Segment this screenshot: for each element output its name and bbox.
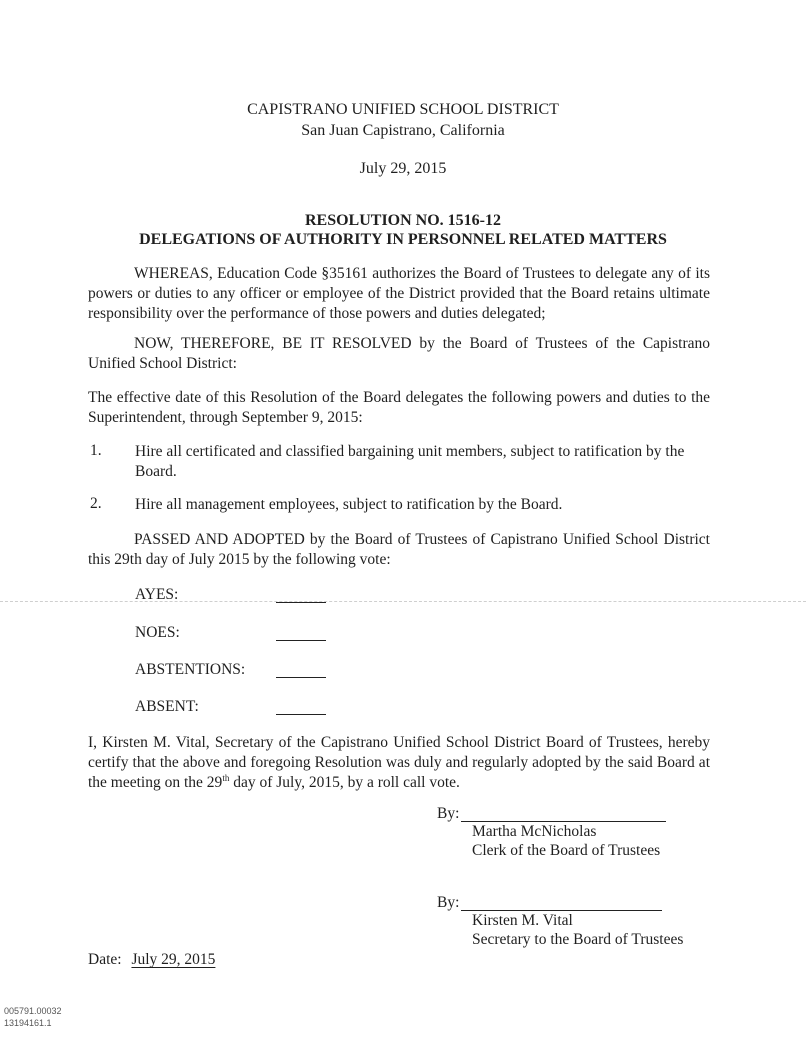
vote-blank-absent	[276, 698, 326, 715]
resolution-number: RESOLUTION NO. 1516-12	[304, 212, 502, 229]
date-label: Date:	[88, 951, 122, 968]
resolved-paragraph	[88, 334, 710, 374]
whereas-text: WHEREAS, Education Code §35161 authorizes the Board of Trustees to delegate any of its powers or duties to any officer or employee of the District provided that the Board retains ultimate responsibility over the performance of those powers and duties delegated;	[88, 265, 710, 322]
vote-blank-abstentions	[276, 661, 326, 678]
signer-name: Kirsten M. Vital	[472, 912, 573, 929]
list-item: Hire all management employees, subject to ratification by the Board.	[135, 496, 563, 513]
list-item: Hire all certificated and classified bargaining unit members, subject to ratification by the Board.	[135, 443, 685, 480]
vote-blank-ayes	[276, 586, 326, 603]
item-number: 2.	[90, 495, 102, 512]
passed-paragraph	[88, 530, 710, 570]
footer-code-1: 005791.00032	[4, 1006, 62, 1016]
signature-line	[461, 805, 666, 822]
vote-label-noes: NOES:	[135, 624, 180, 641]
header-date: July 29, 2015	[359, 160, 447, 177]
signature-by-label: By:	[437, 894, 460, 911]
certification-text-2: day of July, 2015, by a roll call vote.	[229, 774, 460, 791]
vote-label-ayes: AYES:	[135, 586, 179, 603]
item-number: 1.	[90, 442, 102, 459]
passed-text: PASSED AND ADOPTED by the Board of Trustees of Capistrano Unified School District this 29th day of July 2015 by the following vote:	[88, 531, 710, 568]
date-line	[88, 951, 215, 969]
vote-blank-noes	[276, 624, 326, 641]
signer-title: Secretary to the Board of Trustees	[472, 931, 684, 948]
vote-label-abstentions: ABSTENTIONS:	[135, 661, 246, 678]
whereas-paragraph	[88, 264, 710, 324]
signature-line	[461, 894, 662, 911]
district-location: San Juan Capistrano, California	[301, 122, 505, 139]
certification-paragraph	[88, 733, 710, 793]
certification-superscript: th	[222, 772, 230, 783]
certification-text-1: I, Kirsten M. Vital, Secretary of the Capistrano Unified School District Board of Trustees, hereby certify that the above and foregoing Resolution was duly and regularly adopted by the said Board at the meeting on the 29	[88, 734, 710, 791]
effective-paragraph: The effective date of this Resolution of the Board delegates the following powers and duties to the Superintendent, through September 9, 2015:	[88, 389, 710, 426]
resolution-title: DELEGATIONS OF AUTHORITY IN PERSONNEL RELATED MATTERS	[139, 231, 667, 248]
date-value: July 29, 2015	[131, 951, 216, 968]
resolved-text: NOW, THEREFORE, BE IT RESOLVED by the Board of Trustees of the Capistrano Unified School District:	[88, 335, 710, 372]
footer-code-2: 13194161.1	[4, 1018, 52, 1028]
district-name: CAPISTRANO UNIFIED SCHOOL DISTRICT	[247, 101, 559, 118]
signature-by-label: By:	[437, 805, 460, 822]
signer-title: Clerk of the Board of Trustees	[472, 842, 661, 859]
vote-label-absent: ABSENT:	[135, 698, 199, 715]
signer-name: Martha McNicholas	[472, 823, 597, 840]
scan-divider	[0, 601, 806, 602]
